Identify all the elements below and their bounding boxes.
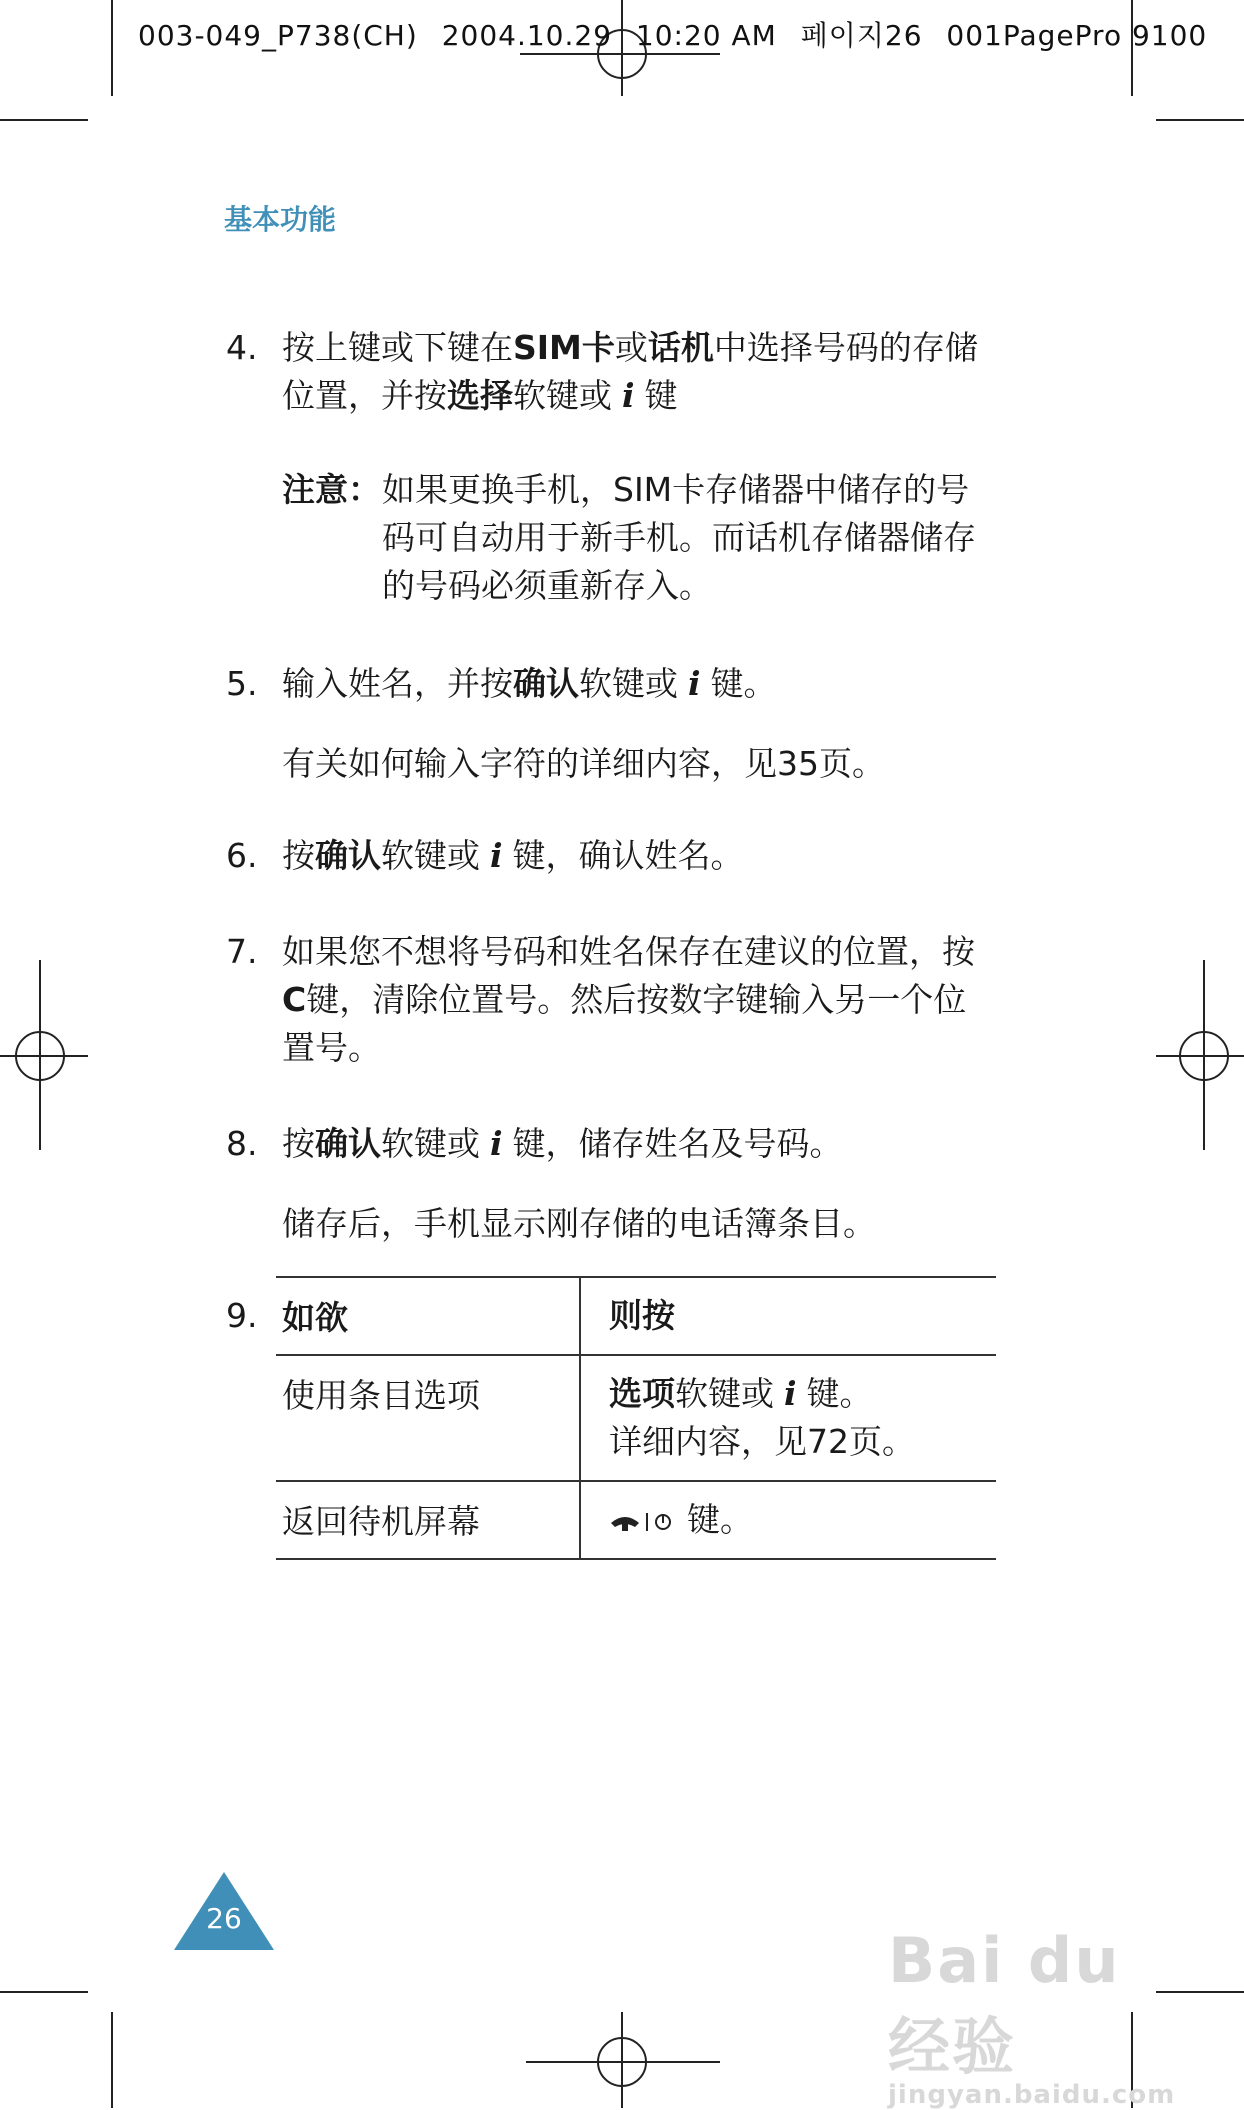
baidu-watermark [888, 1924, 1178, 2110]
keyword: 选择 [447, 376, 513, 415]
page-number: 26 [206, 1902, 242, 1935]
section-title: 基本功能 [224, 203, 337, 236]
text-run: 详细内容，见72页。 [609, 1422, 915, 1461]
step-6 [226, 832, 1006, 880]
note-text [382, 466, 1002, 610]
text-run: 按 [282, 1124, 315, 1163]
watermark-url: jingyan.baidu.com [888, 2080, 1176, 2110]
step-number: 4. [226, 328, 258, 367]
text-run: 键。 [806, 1374, 873, 1413]
text-run: 软键或 [675, 1374, 774, 1413]
table-row [276, 1482, 996, 1560]
step-text [282, 832, 1006, 880]
table-cell [581, 1356, 996, 1480]
text-run: 或 [614, 328, 648, 367]
table-cell [581, 1482, 996, 1558]
step-text [282, 324, 1006, 420]
text-run: 键，储存姓名及号码。 [512, 1124, 843, 1163]
table-cell: 使用条目选项 [276, 1356, 581, 1480]
text-run: 键，确认姓名。 [512, 836, 744, 875]
text-run: 按 [282, 836, 315, 875]
keyword: 选项 [609, 1374, 675, 1413]
text-run: 输入姓名，并按 [282, 664, 513, 703]
step-4 [226, 324, 1006, 420]
keyword: SIM卡 [513, 328, 615, 367]
step-7 [226, 928, 1006, 1072]
text-run: 键。 [710, 664, 777, 703]
slug-file: 003-049_P738(CH) [138, 19, 418, 52]
step-text [282, 928, 1006, 1072]
action-table [276, 1276, 996, 1560]
step-number: 7. [226, 932, 258, 971]
end-power-key-icon [609, 1509, 677, 1535]
step-number: 9. [226, 1296, 258, 1335]
text-run: 位置，并按 [282, 376, 447, 415]
step-8 [226, 1120, 1006, 1168]
table-header-row [276, 1278, 996, 1356]
step-text [282, 1120, 1006, 1168]
info-key-icon: i [490, 1124, 503, 1163]
text-run: 软键或 [381, 836, 480, 875]
text-run: 软键或 [381, 1124, 480, 1163]
note-label: 注意： [282, 470, 381, 509]
text-run: 软键或 [513, 376, 612, 415]
text-run: 键 [644, 376, 678, 415]
keyword: 话机 [647, 328, 714, 367]
keyword: 确认 [513, 664, 579, 703]
slug-press: 001PagePro 9100 [946, 19, 1208, 52]
slug-time: 10:20 AM [635, 19, 777, 52]
table-header-cell: 如欲 [276, 1278, 581, 1354]
text-run: 置号。 [282, 1028, 381, 1067]
note-block [282, 466, 1002, 610]
step-text [282, 660, 1006, 708]
text-run: 键。 [687, 1500, 753, 1539]
note-line: 如果更换手机，SIM卡存储器中储存的号 [382, 470, 970, 509]
text-run: 如果您不想将号码和姓名保存在建议的位置，按 [282, 932, 975, 971]
info-key-icon: i [688, 664, 701, 703]
text-run: 软键或 [579, 664, 678, 703]
text-run: 中选择号码的存储 [713, 328, 978, 367]
keyword: C [282, 980, 307, 1019]
step-number: 5. [226, 664, 258, 703]
info-key-icon: i [622, 376, 635, 415]
step-5 [226, 660, 1006, 708]
step-number: 8. [226, 1124, 258, 1163]
keyword: 确认 [315, 836, 381, 875]
text-run: 键，清除位置号。然后按数字键输入另一个位 [306, 980, 967, 1019]
table-row [276, 1356, 996, 1482]
step-number: 6. [226, 836, 258, 875]
info-key-icon: i [490, 836, 503, 875]
slug-page: 페이지26 [800, 19, 923, 52]
step-8-detail: 储存后，手机显示刚存储的电话簿条目。 [282, 1204, 876, 1243]
text-run: 按上键或下键在 [282, 328, 513, 367]
watermark-logo: Bai du 经验 [888, 1924, 1121, 2083]
note-line: 码可自动用于新手机。而话机存储器储存 [382, 518, 976, 557]
slug-date: 2004.10.29 [441, 19, 613, 52]
step-5-detail: 有关如何输入字符的详细内容，见35页。 [282, 744, 885, 783]
note-line: 的号码必须重新存入。 [382, 566, 712, 605]
keyword: 确认 [315, 1124, 381, 1163]
table-header-cell: 则按 [609, 1296, 675, 1335]
info-key-icon: i [784, 1374, 797, 1413]
print-slug [138, 14, 1221, 54]
table-cell: 返回待机屏幕 [276, 1482, 581, 1558]
